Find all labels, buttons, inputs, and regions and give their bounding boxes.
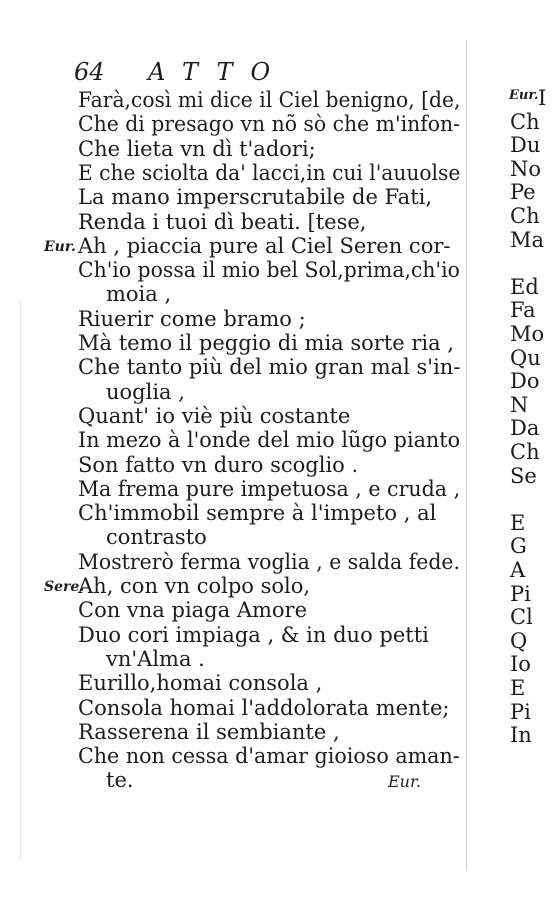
verse-line: Renda i tuoi dì beati. [tese, <box>78 209 367 234</box>
facing-fragment: E <box>510 510 526 535</box>
facing-fragment: In <box>510 723 532 748</box>
verse-line: Che tanto più del mio gran mal s'in- <box>78 355 461 380</box>
facing-fragment: Qu <box>510 345 541 370</box>
facing-fragment: A <box>510 558 526 582</box>
verse-line: Consola homai l'addolorata mente; <box>78 695 450 720</box>
facing-fragment: Q <box>510 628 528 653</box>
verse-line: Ch'immobil sempre à l'impeto , al <box>78 501 437 526</box>
verse-line: Ah , piaccia pure al Ciel Seren cor- <box>78 233 451 258</box>
facing-fragment: Ch <box>510 204 540 228</box>
facing-fragment: Fa <box>510 298 536 323</box>
running-title: ATTO <box>148 58 289 86</box>
facing-fragment: Pi <box>510 581 531 606</box>
verse-line: Rasserena il sembiante , <box>78 719 340 744</box>
verse-line: Che lieta vn dì t'adori; <box>78 136 316 161</box>
facing-fragment: Ed <box>510 274 539 299</box>
speaker-label: Eur. <box>44 238 76 255</box>
verse-line: Che non cessa d'amar gioioso aman- <box>78 744 460 769</box>
page-header <box>74 58 288 86</box>
facing-fragment: Ch <box>510 440 540 464</box>
verse-line: Mostrerò ferma voglia , e salda fede. <box>78 549 460 574</box>
verse-line: contrasto <box>106 525 207 550</box>
verse-line: E che sciolta da' lacci,in cui l'auuolse <box>78 160 461 185</box>
verse-line: Eurillo,homai consola , <box>78 671 323 696</box>
verse-line: Quant' io viè più costante <box>78 403 351 428</box>
page-number: 64 <box>74 58 105 86</box>
verse-line: Ch'io possa il mio bel Sol,prima,ch'io <box>78 258 460 283</box>
facing-fragment: Du <box>510 133 541 158</box>
catchword: Eur. <box>388 772 421 792</box>
verse-line: Ma frema pure impetuosa , e cruda , <box>78 476 461 501</box>
verse-line: moia , <box>106 282 172 307</box>
verse-line: uoglia , <box>106 379 185 404</box>
verse-line: Duo cori impiaga , & in duo petti <box>78 622 429 647</box>
facing-fragment: Pe <box>510 180 536 205</box>
facing-fragment: Cl <box>510 605 533 630</box>
facing-fragment: Ch <box>510 109 540 134</box>
verse-line: Che di presago vn nõ sò che m'infon- <box>78 112 461 137</box>
facing-fragment: Se <box>510 463 537 488</box>
verse-line: Farà,così mi dice il Ciel benigno, [de, <box>78 88 461 112</box>
gutter-line <box>466 40 467 870</box>
facing-fragment: Da <box>510 416 540 441</box>
facing-fragment: G <box>510 534 527 559</box>
facing-fragment: I <box>538 86 547 110</box>
facing-fragment: Io <box>510 652 531 677</box>
verse-line: Mà temo il peggio di mia sorte ria , <box>78 331 454 355</box>
facing-fragment: N <box>510 392 529 417</box>
verse-line: In mezo à l'onde del mio lũgo pianto <box>78 428 461 453</box>
facing-fragment: Pi <box>510 699 531 724</box>
verse-line: Con vna piaga Amore <box>78 598 308 623</box>
facing-speaker-label: Eur. <box>509 88 539 103</box>
facing-fragment: No <box>510 156 542 181</box>
page-edge-line <box>20 300 21 860</box>
verse-line: vn'Alma . <box>106 646 205 671</box>
verse-line: La mano imperscrutabile de Fati, <box>78 185 433 210</box>
facing-page-fragment <box>500 0 555 900</box>
verse-line: Son fatto vn duro scoglio . <box>78 452 359 477</box>
verse-line: Ah, con vn colpo solo, <box>78 574 311 598</box>
verse-line: Riuerir come bramo ; <box>78 306 306 331</box>
facing-fragment: Ma <box>510 227 545 252</box>
facing-fragment: E <box>510 676 526 700</box>
verse-line: te. <box>106 768 134 793</box>
facing-fragment: Do <box>510 369 540 394</box>
speaker-label: Sere. <box>44 579 85 595</box>
facing-fragment: Mo <box>510 322 545 346</box>
